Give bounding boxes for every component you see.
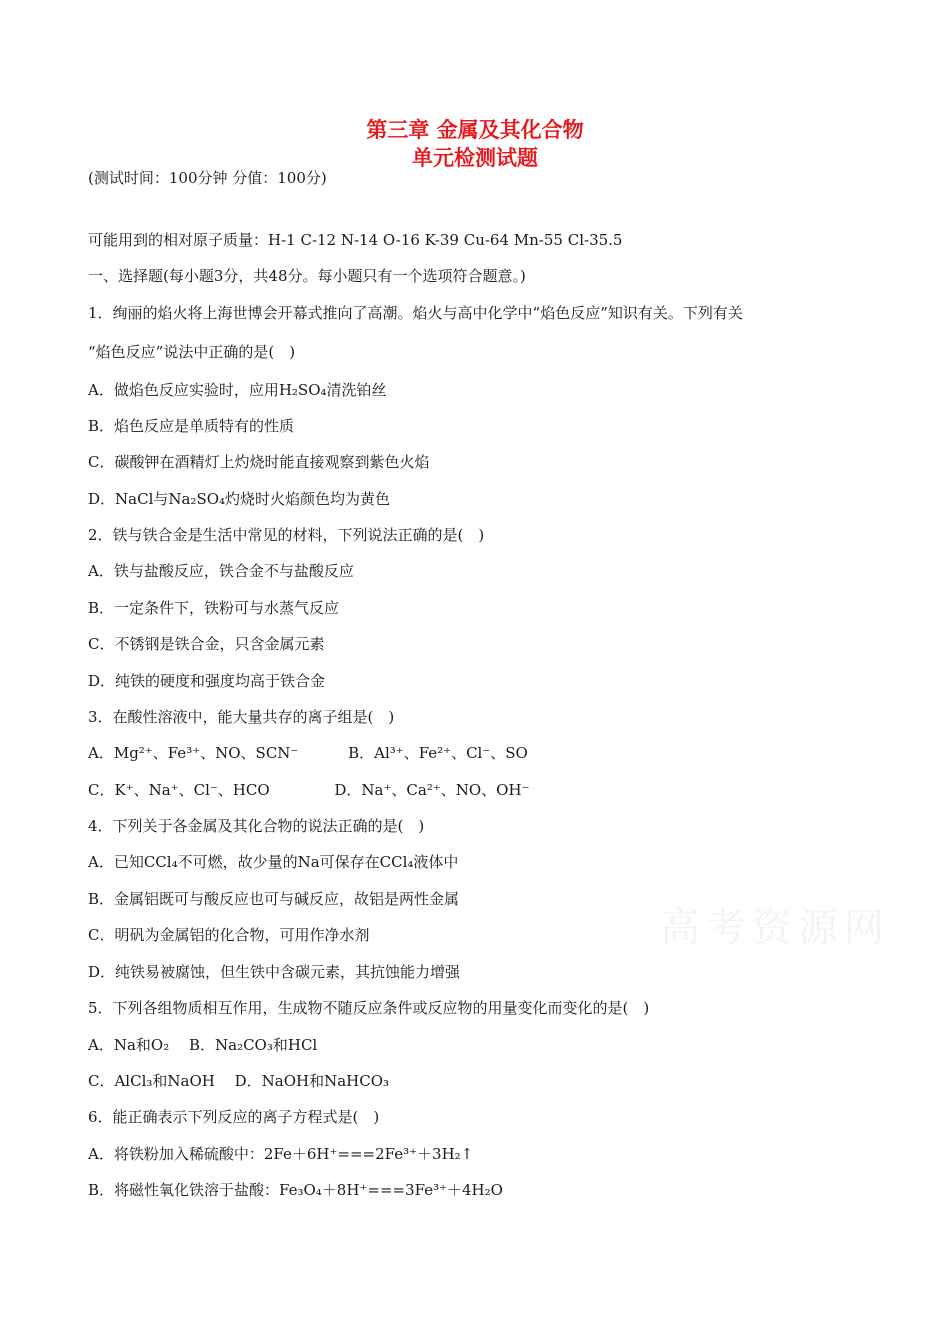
option-line: A．将铁粉加入稀硫酸中：2Fe＋6H⁺===2Fe³⁺＋3H₂↑ [88,1145,474,1163]
watermark-text: 高考资源网 [660,905,890,951]
question-line: 1．绚丽的焰火将上海世博会开幕式推向了高潮。焰火与高中化学中“焰色反应”知识有关。下列有关 [88,304,743,322]
question-line: 2．铁与铁合金是生活中常见的材料，下列说法正确的是( ) [88,526,485,544]
question-line: 4．下列关于各金属及其化合物的说法正确的是( ) [88,817,425,835]
question-line: 3．在酸性溶液中，能大量共存的离子组是( ) [88,708,395,726]
option-line: B．焰色反应是单质特有的性质 [88,417,295,435]
document-title: 第三章 金属及其化合物 [366,118,584,142]
option-line: A．铁与盐酸反应，铁合金不与盐酸反应 [88,562,354,580]
atomic-masses: 可能用到的相对原子质量：H-1 C-12 N-14 O-16 K-39 Cu-64 Mn-55 Cl-35.5 [88,231,623,249]
option-line: D．纯铁的硬度和强度均高于铁合金 [88,672,326,690]
section-heading: 一、选择题(每小题3分，共48分。每小题只有一个选项符合题意。) [88,267,526,285]
option-line: B．将磁性氧化铁溶于盐酸：Fe₃O₄＋8H⁺===3Fe³⁺＋4H₂O [88,1181,503,1199]
question-line: “焰色反应”说法中正确的是( ) [88,343,296,361]
option-line: C．碳酸钾在酒精灯上灼烧时能直接观察到紫色火焰 [88,453,430,471]
document-subtitle: 单元检测试题 [412,146,538,170]
option-line: B．一定条件下，铁粉可与水蒸气反应 [88,599,340,617]
option-line: A．Mg²⁺、Fe³⁺、NO、SCN⁻ B．Al³⁺、Fe²⁺、Cl⁻、SO [88,744,528,762]
option-line: C．K⁺、Na⁺、Cl⁻、HCO D．Na⁺、Ca²⁺、NO、OH⁻ [88,781,530,799]
option-line: B．金属铝既可与酸反应也可与碱反应，故铝是两性金属 [88,890,460,908]
test-info: (测试时间：100分钟 分值：100分) [88,169,327,187]
option-line: C．AlCl₃和NaOH D．NaOH和NaHCO₃ [88,1072,390,1090]
option-line: A．已知CCl₄不可燃，故少量的Na可保存在CCl₄液体中 [88,853,459,871]
option-line: C．不锈钢是铁合金，只含金属元素 [88,635,325,653]
option-line: C．明矾为金属铝的化合物，可用作净水剂 [88,926,370,944]
option-line: D．NaCl与Na₂SO₄灼烧时火焰颜色均为黄色 [88,490,391,508]
option-line: D．纯铁易被腐蚀，但生铁中含碳元素，其抗蚀能力增强 [88,963,461,981]
question-line: 5．下列各组物质相互作用，生成物不随反应条件或反应物的用量变化而变化的是( ) [88,999,650,1017]
question-line: 6．能正确表示下列反应的离子方程式是( ) [88,1108,380,1126]
option-line: A．做焰色反应实验时，应用H₂SO₄清洗铂丝 [88,381,387,399]
option-line: A．Na和O₂ B．Na₂CO₃和HCl [88,1036,318,1054]
